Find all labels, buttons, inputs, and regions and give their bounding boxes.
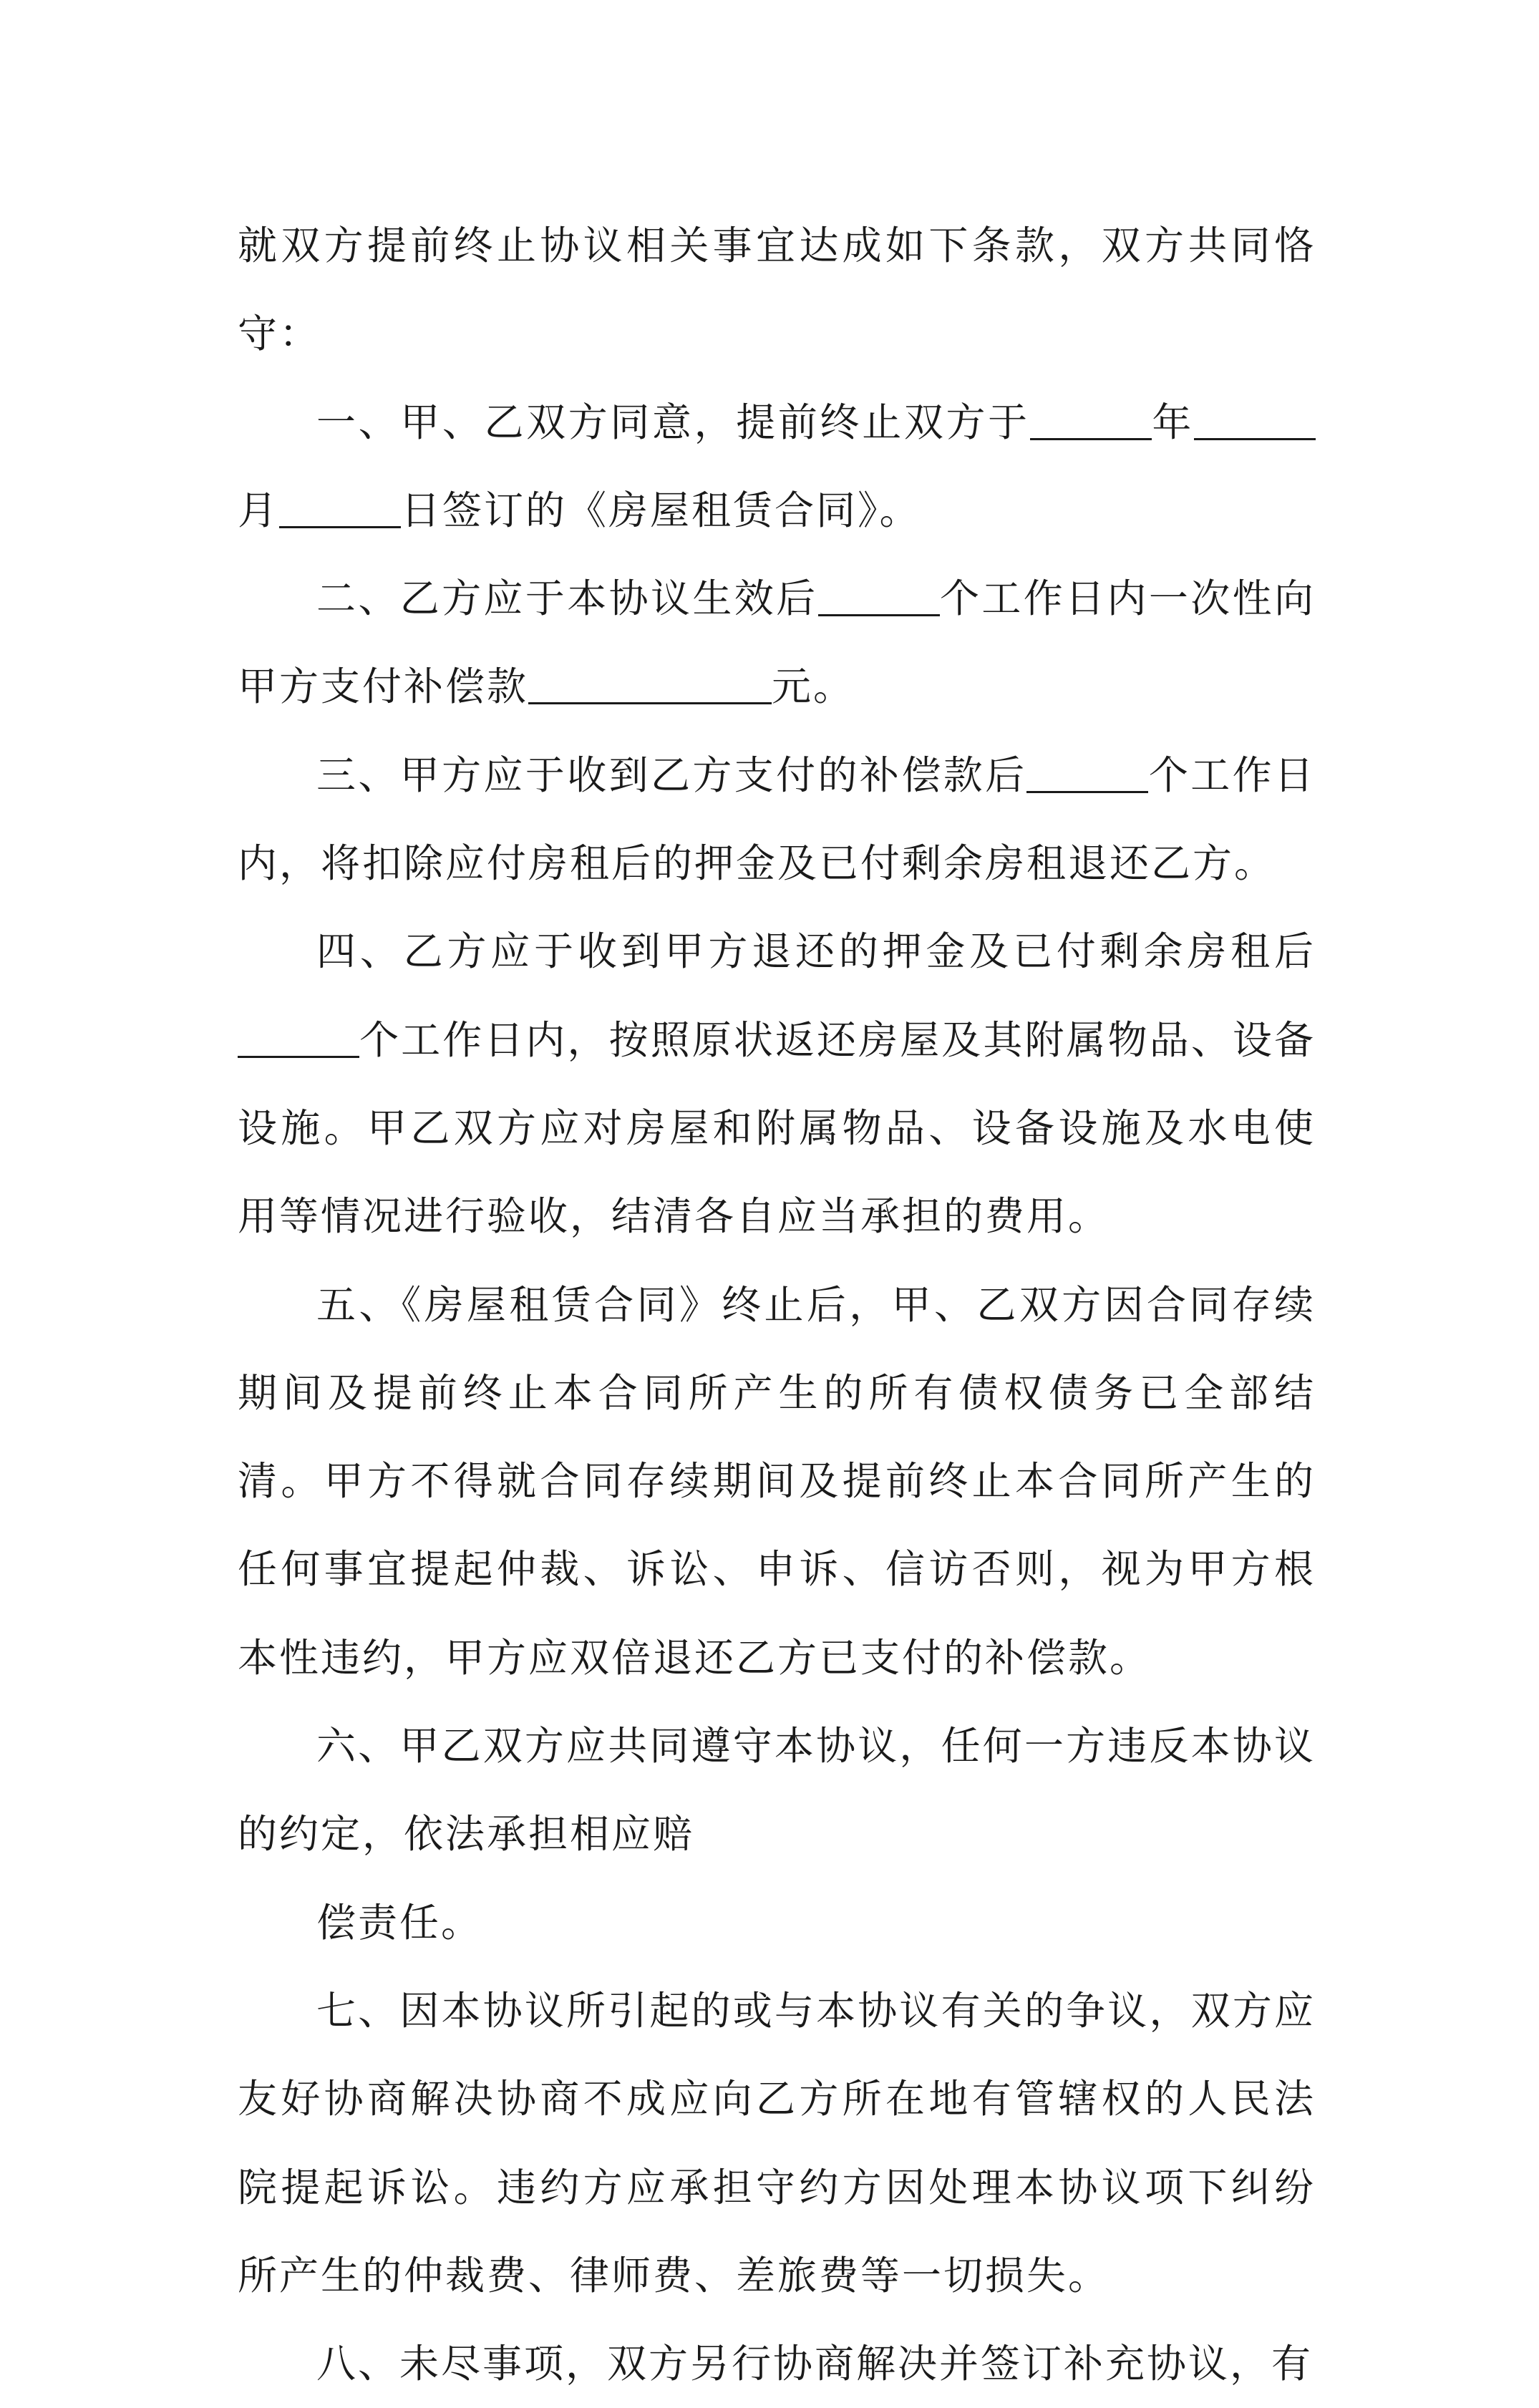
clause-3-end-text: 个工作日内，将扣除应付房租后的押金及已付剩余房租退还乙方。	[238, 752, 1316, 887]
clause-5-text: 五、《房屋租赁合同》终止后，甲、乙双方因合同存续期间及提前终止本合同所产生的所有债权债务已全部结清。甲方不得就合同存续期间及提前终止本合同所产生的任何事宜提起仲裁、诉讼、申诉、信访否则，视为甲方根本性违约，甲方应双倍退还乙方已支付的补偿款。	[238, 1281, 1316, 1681]
clause-3-text: 三、甲方应于收到乙方支付的补偿款后	[316, 752, 1027, 798]
clause-6-continued	[238, 1879, 1316, 1967]
clause-3	[238, 732, 1316, 908]
intro-text: 就双方提前终止协议相关事宜达成如下条款，双方共同恪守：	[238, 223, 1316, 357]
clause-5	[238, 1261, 1316, 1702]
workdays-blank	[818, 577, 940, 616]
clause-7	[238, 1967, 1316, 2320]
year-blank	[1030, 401, 1152, 440]
clause-1-text: 一、甲、乙双方同意，提前终止双方于	[316, 399, 1030, 445]
refund-workdays-blank	[1026, 754, 1148, 793]
month-blank	[1194, 401, 1316, 440]
day-blank	[279, 489, 401, 528]
clause-7-text: 七、因本协议所引起的或与本协议有关的争议，双方应友好协商解决协商不成应向乙方所在地有管辖权的人民法院提起诉讼。违约方应承担守约方因处理本协议项下纠纷所产生的仲裁费、律师费、差旅费等一切损失。	[238, 1987, 1316, 2298]
clause-6	[238, 1702, 1316, 1879]
clause-6-text: 六、甲乙双方应共同遵守本协议，任何一方违反本协议的约定，依法承担相应赔	[238, 1723, 1316, 1858]
year-label: 年	[1151, 399, 1194, 445]
clause-4	[238, 908, 1316, 1261]
clause-2	[238, 555, 1316, 732]
clause-1-end-text: 日签订的《房屋租赁合同》。	[401, 487, 921, 533]
clause-1	[238, 379, 1316, 555]
currency-label: 元。	[772, 664, 855, 710]
clause-8-text: 八、未尽事项，双方另行协商解决并签订补充协议，有	[316, 2341, 1314, 2387]
clause-4-end-text: 个工作日内，按照原状返还房屋及其附属物品、设备设施。甲乙双方应对房屋和附属物品、设备设施及水电使用等情况进行验收，结清各自应当承担的费用。	[238, 1016, 1316, 1240]
month-label: 月	[238, 487, 280, 533]
clause-2-text: 二、乙方应于本协议生效后	[316, 576, 818, 622]
return-workdays-blank	[238, 1019, 359, 1058]
compensation-amount-blank	[528, 665, 772, 704]
intro-paragraph	[238, 202, 1316, 379]
agreement-text	[238, 202, 1316, 2408]
clause-8	[238, 2320, 1316, 2408]
clause-6-end-text: 偿责任。	[316, 1899, 483, 1946]
clause-2-mid-text: 个工作日内一次性向甲方支付补偿款	[238, 576, 1316, 710]
clause-4-text: 四、乙方应于收到甲方退还的押金及已付剩余房租后	[316, 928, 1316, 975]
